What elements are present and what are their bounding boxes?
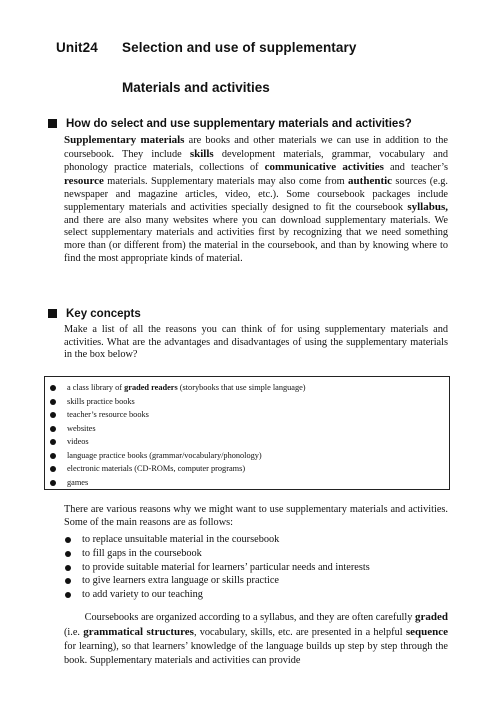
title-line-1: Selection and use of supplementary [122,40,357,55]
section-heading-text: Key concepts [66,308,141,320]
square-bullet-icon [48,119,57,128]
list-item: a class library of graded readers (storybooks that use simple language) [49,381,449,395]
paragraph-reasons-intro: There are various reasons why we might want to use supplementary materials and activities. Some of the main reasons are as follows: [64,504,448,528]
reasons-list [64,533,448,602]
list-item: to add variety to our teaching [64,588,448,602]
section-heading-key-concepts [48,308,141,320]
paragraph-coursebooks: Coursebooks are organized according to a syllabus, and they are often carefully graded (i.e. grammatical structures, vocabulary, skills, etc. are presented in a helpful sequence for learning), so that learners’ knowledge of the language builds up step by step through the book. Supplementary materials and activities can provide [64,611,448,667]
list-item: to fill gaps in the coursebook [64,547,448,561]
square-bullet-icon [48,309,57,318]
list-item: language practice books (grammar/vocabulary/phonology) [49,449,449,463]
title-line-2: Materials and activities [122,80,270,95]
list-item: to replace unsuitable material in the coursebook [64,533,448,547]
list-item: videos [49,435,449,449]
materials-box [44,376,450,490]
unit-number: Unit24 [56,40,98,55]
list-item: games [49,476,449,490]
list-item: electronic materials (CD-ROMs, computer programs) [49,462,449,476]
list-item: websites [49,422,449,436]
section-heading-how [48,118,412,130]
paragraph-supplementary: Supplementary materials are books and other materials we can use in addition to the coursebook. They include skills development materials, grammar, vocabulary and phonology practice materials, collections of communicative activities and teacher’s resource materials. Supplementary materials may also come from authentic sources (e.g. newspaper and magazine articles, video, etc.). Some coursebook packages include supplementary materials and activities specially designed to fit the coursebook syllabus, and there are also many websites where you can download supplementary materials. We select supplementary materials and activities first by recognizing that we need something more than (or different from) the material in the coursebook, and than by knowing where to find the most appropriate kinds of material. [64,134,448,264]
list-item: to give learners extra language or skills practice [64,574,448,588]
section-heading-text: How do select and use supplementary materials and activities? [66,118,412,130]
paragraph-key-concepts: Make a list of all the reasons you can think of for using supplementary materials and activities. What are the advantages and disadvantages of using the supplementary materials in the box below? [64,324,448,361]
list-item: to provide suitable material for learners’ particular needs and interests [64,561,448,575]
materials-list [49,381,449,489]
list-item: teacher’s resource books [49,408,449,422]
unit-title [56,40,356,55]
list-item: skills practice books [49,395,449,409]
